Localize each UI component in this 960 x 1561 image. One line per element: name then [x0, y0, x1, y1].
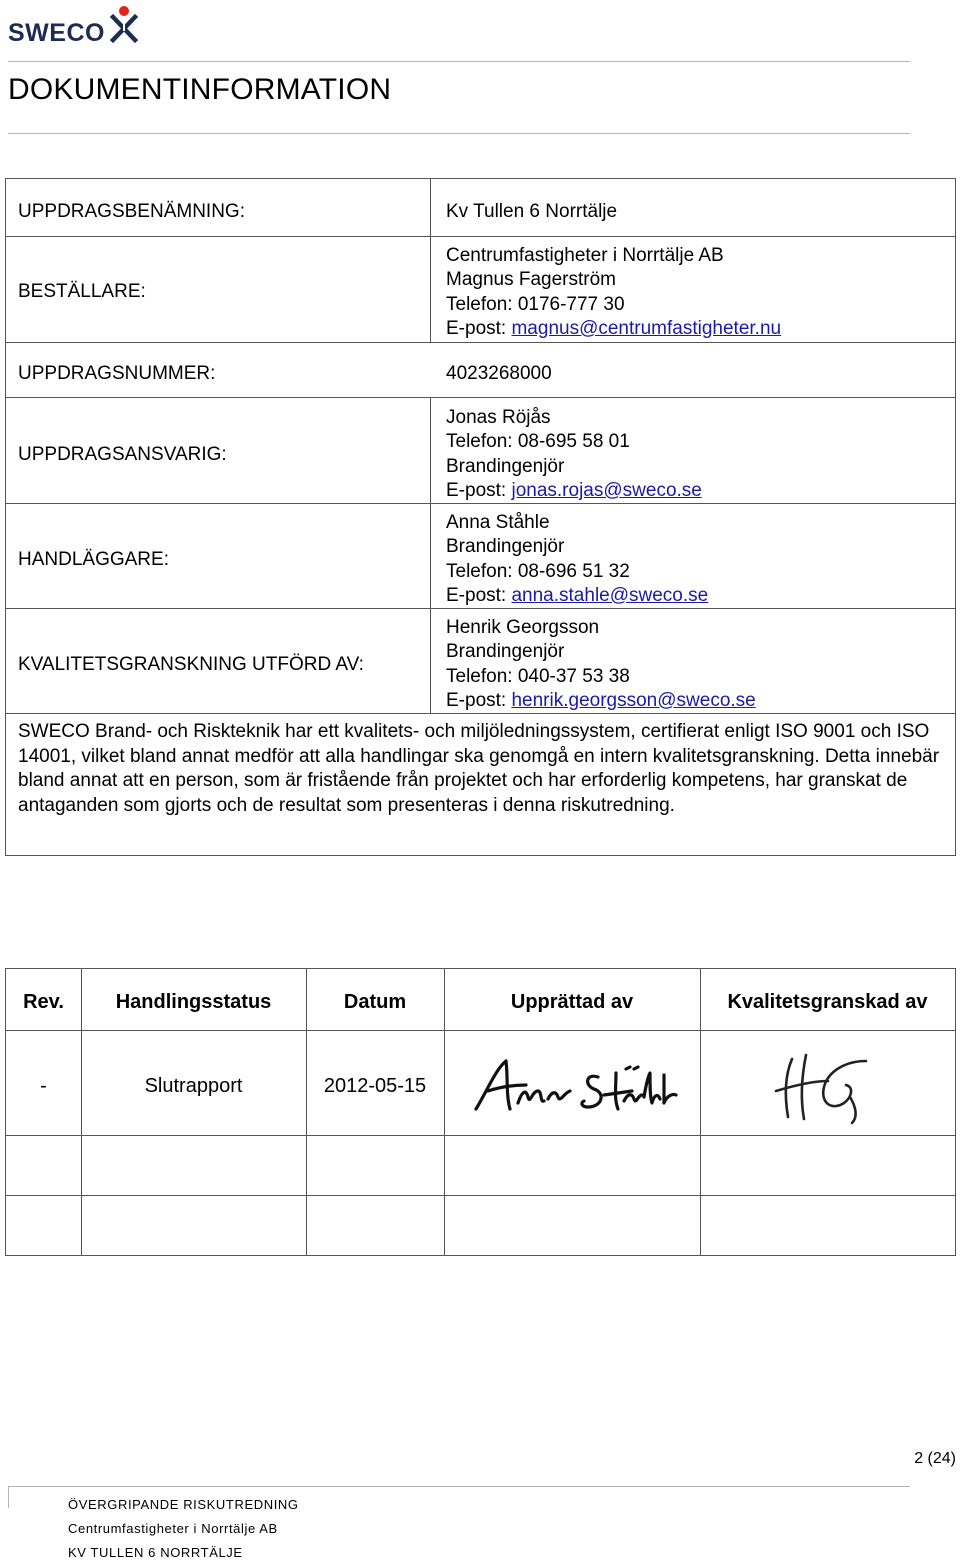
handlaggare-email-line [446, 584, 708, 608]
header-datum: Datum [343, 991, 407, 1013]
label-uppdragsbenamning: UPPDRAGSBENÄMNING: [18, 201, 245, 222]
kvalitetsgranskning-role: Brandingenjör [446, 641, 565, 663]
signature-hg [766, 1047, 886, 1127]
bestallare-email-link[interactable]: magnus@centrumfastigheter.nu [511, 317, 782, 339]
bestallare-name: Magnus Fagerström [446, 269, 617, 291]
email-prefix: E-post: [446, 584, 512, 606]
footer-divider [8, 1486, 910, 1487]
uppdragsansvarig-role: Brandingenjör [446, 455, 565, 477]
cell-rev: - [40, 1075, 47, 1097]
kvalitetsgranskning-name: Henrik Georgsson [446, 617, 600, 638]
bestallare-company: Centrumfastigheter i Norrtälje AB [446, 245, 724, 266]
cell-date: 2012-05-15 [323, 1075, 427, 1097]
uppdragsansvarig-phone: Telefon: 08-695 58 01 [446, 431, 630, 453]
kvalitetsgranskning-phone: Telefon: 040-37 53 38 [446, 665, 630, 687]
sweco-logo-icon [104, 4, 144, 46]
value-uppdragsbenamning: Kv Tullen 6 Norrtälje [446, 201, 618, 222]
value-bestallare [446, 244, 781, 341]
label-uppdragsnummer: UPPDRAGSNUMMER: [18, 363, 216, 384]
footer-project: KV TULLEN 6 NORRTÄLJE [68, 1545, 243, 1560]
sweco-logo [8, 4, 138, 46]
email-prefix: E-post: [446, 479, 512, 501]
email-prefix: E-post: [446, 689, 512, 711]
header-upprattad-av: Upprättad av [510, 991, 634, 1013]
header-handlingsstatus: Handlingsstatus [115, 991, 272, 1013]
value-uppdragsansvarig [446, 406, 702, 503]
footer-client: Centrumfastigheter i Norrtälje AB [68, 1521, 278, 1536]
bestallare-phone: Telefon: 0176-777 30 [446, 293, 625, 315]
document-title: DOKUMENTINFORMATION [8, 73, 392, 106]
cell-status: Slutrapport [144, 1075, 243, 1097]
label-handlaggare: HANDLÄGGARE: [18, 549, 169, 570]
page-number: 2 (24) [914, 1450, 956, 1467]
bestallare-email-line [446, 317, 781, 341]
uppdragsansvarig-email-link[interactable]: jonas.rojas@sweco.se [511, 479, 702, 501]
handlaggare-name: Anna Ståhle [446, 512, 550, 533]
value-uppdragsnummer: 4023268000 [446, 363, 552, 384]
uppdragsansvarig-email-line [446, 479, 702, 503]
handlaggare-role: Brandingenjör [446, 536, 565, 558]
document-info-table [5, 178, 956, 856]
handlaggare-phone: Telefon: 08-696 51 32 [446, 560, 630, 582]
logo-text: SWECO [8, 19, 105, 47]
header-kvalitetsgranskad-av: Kvalitetsgranskad av [727, 991, 928, 1013]
revision-table [5, 968, 956, 1256]
label-kvalitetsgranskning: KVALITETSGRANSKNING UTFÖRD AV: [18, 654, 364, 675]
kvalitetsgranskning-email-line [446, 689, 756, 713]
header-rev: Rev. [23, 991, 64, 1013]
email-prefix: E-post: [446, 317, 512, 339]
header-divider [8, 61, 910, 62]
label-uppdragsansvarig: UPPDRAGSANSVARIG: [18, 444, 227, 465]
footer-divider-tick [8, 1486, 9, 1508]
label-bestallare: BESTÄLLARE: [18, 281, 146, 302]
signature-anna-stahle [466, 1051, 681, 1123]
value-handlaggare [446, 511, 708, 608]
uppdragsansvarig-name: Jonas Röjås [446, 407, 551, 428]
kvalitetsgranskning-email-link[interactable]: henrik.georgsson@sweco.se [511, 689, 756, 711]
value-kvalitetsgranskning [446, 616, 756, 713]
footer-report-title: ÖVERGRIPANDE RISKUTREDNING [68, 1497, 299, 1512]
quality-statement: SWECO Brand- och Riskteknik har ett kvalitets- och miljöledningssystem, certifierat enligt ISO 9001 och ISO 14001, vilket bland annat medför att alla handlingar ska genomgå en intern kvalitetsgranskning. Detta innebär bland annat att en person, som är fristående från projektet och har erforderlig kompetens, har granskat de antaganden som gjorts och de resultat som presenteras i denna riskutredning. [18, 721, 940, 816]
title-divider [8, 133, 910, 134]
handlaggare-email-link[interactable]: anna.stahle@sweco.se [511, 584, 709, 606]
